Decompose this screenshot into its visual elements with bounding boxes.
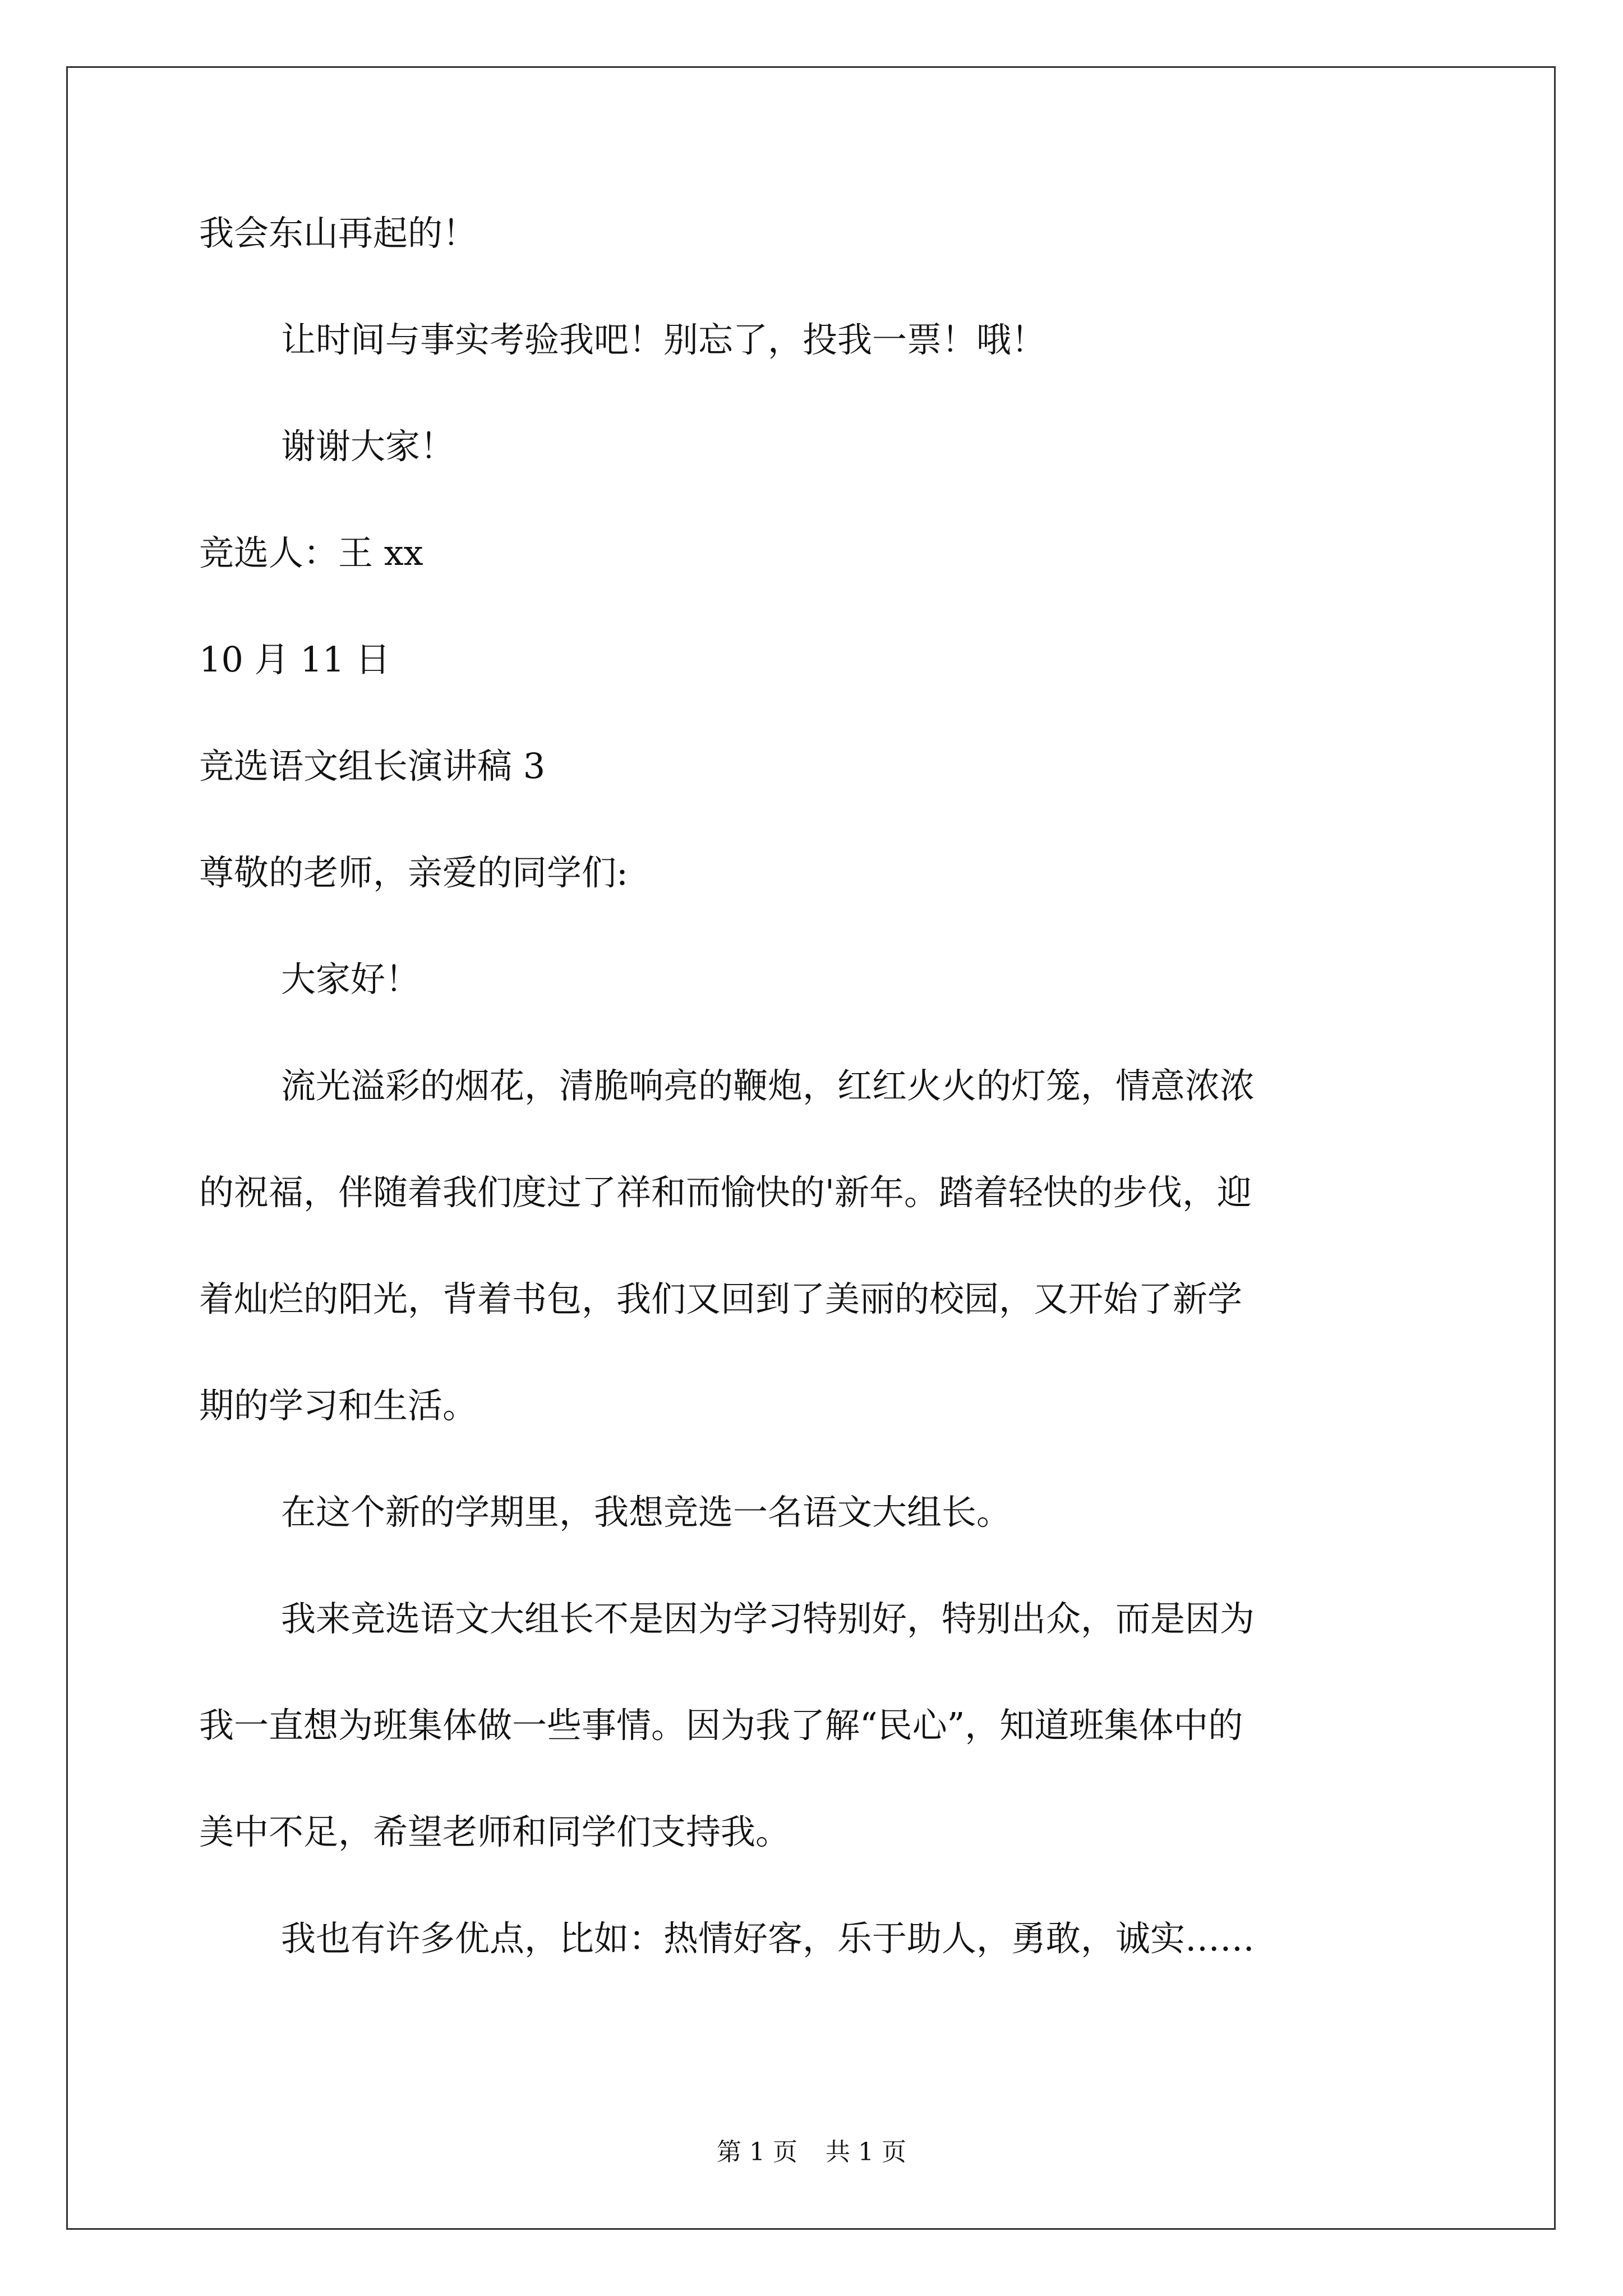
section-title: 竞选语文组长演讲稿 3 [199, 746, 546, 786]
text-line: 让时间与事实考验我吧！别忘了，投我一票！哦！ [281, 319, 1046, 360]
text-line: 谢谢大家！ [281, 426, 455, 467]
text-line: 在这个新的学期里，我想竞选一名语文大组长。 [281, 1492, 1012, 1533]
text-line: 期的学习和生活。 [199, 1385, 478, 1426]
page-border [66, 66, 1556, 2230]
page-number: 第 1 页 [717, 2138, 797, 2166]
candidate-line: 竞选人：王 xx [199, 532, 423, 573]
text-line: 流光溢彩的烟花，清脆响亮的鞭炮，红红火火的灯笼，情意浓浓 [281, 1065, 1255, 1106]
text-line: 的祝福，伴随着我们度过了祥和而愉快的'新年。踏着轻快的步伐，迎 [199, 1172, 1252, 1213]
salutation: 尊敬的老师，亲爱的同学们: [199, 852, 628, 893]
greeting: 大家好！ [281, 959, 421, 1000]
text-line: 我一直想为班集体做一些事情。因为我了解“民心”，知道班集体中的 [199, 1705, 1243, 1746]
text-line: 我会东山再起的！ [199, 213, 478, 254]
page-footer [0, 2132, 1623, 2168]
text-line: 着灿烂的阳光，背着书包，我们又回到了美丽的校园，又开始了新学 [199, 1278, 1243, 1319]
text-line: 我也有许多优点，比如：热情好客，乐于助人，勇敢，诚实…… [281, 1918, 1255, 1959]
text-line: 我来竞选语文大组长不是因为学习特别好，特别出众，而是因为 [281, 1598, 1255, 1639]
text-line: 美中不足，希望老师和同学们支持我。 [199, 1811, 791, 1852]
page-total: 共 1 页 [826, 2138, 906, 2166]
date-line: 10 月 11 日 [199, 639, 390, 680]
